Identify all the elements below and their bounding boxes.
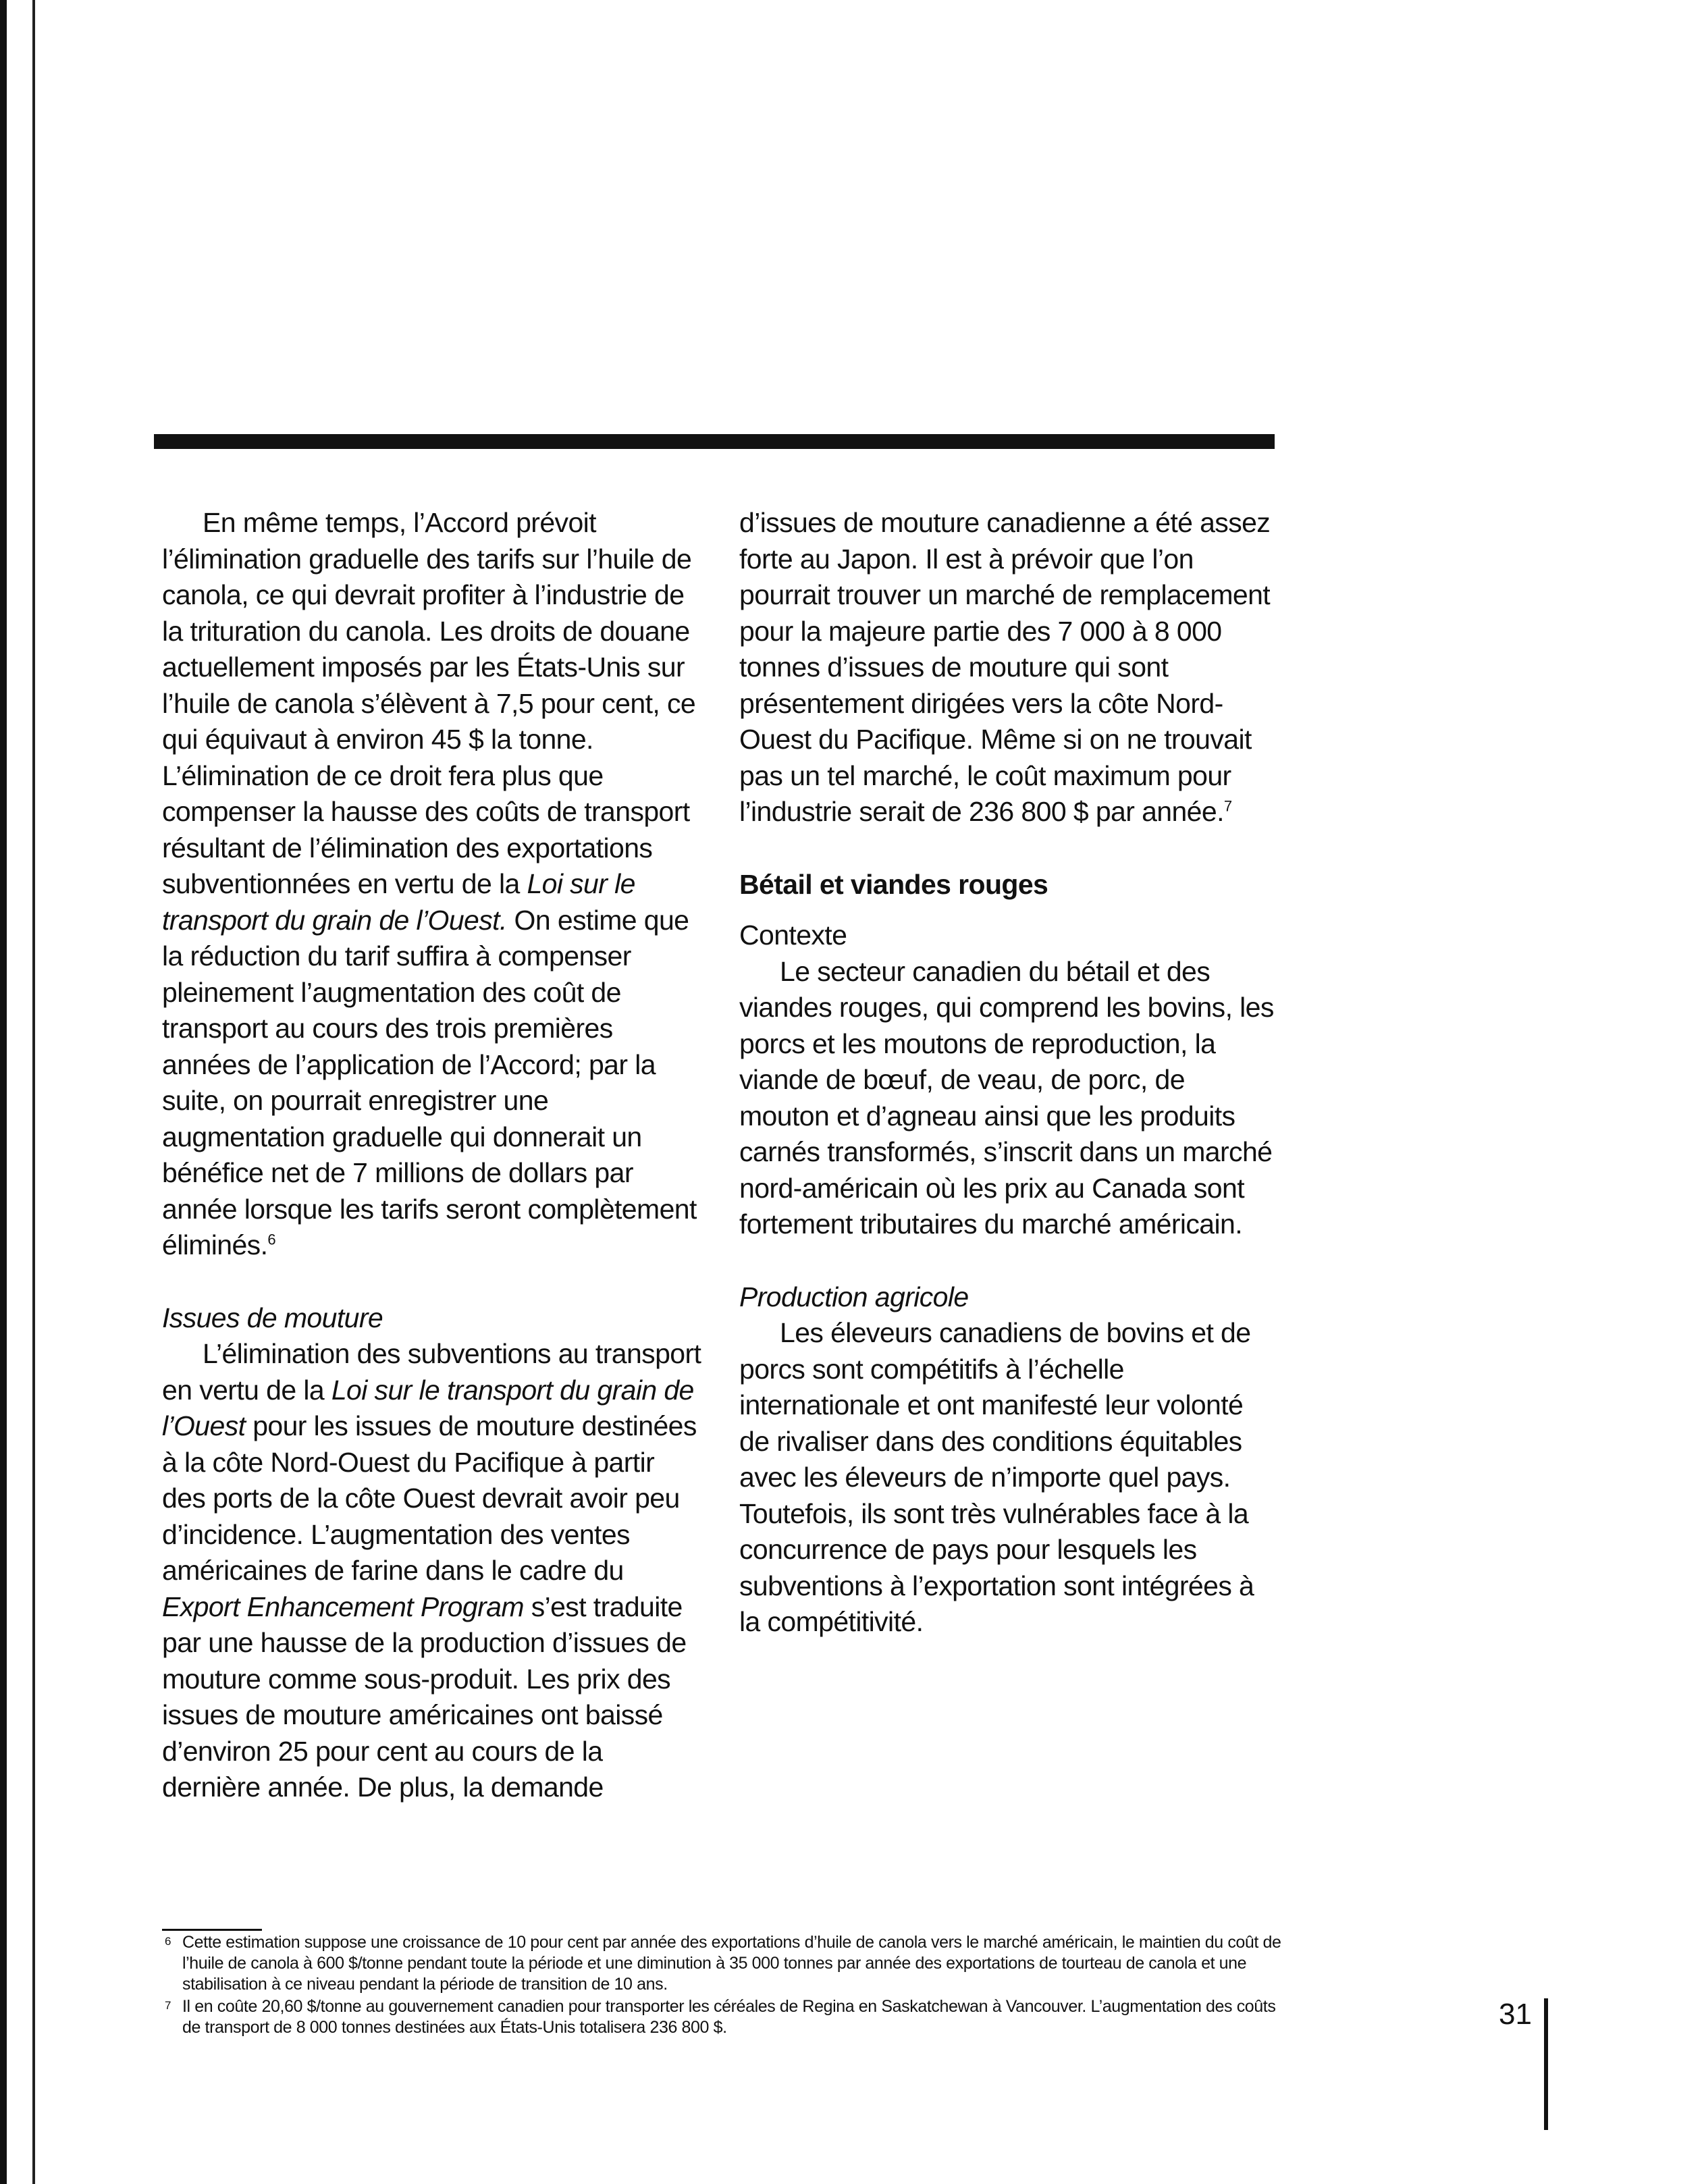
footnote-ref-6: 6 bbox=[267, 1231, 276, 1248]
scan-binding-edge bbox=[0, 0, 7, 2184]
footnote-mark: 7 bbox=[165, 1999, 171, 2012]
footnote-mark: 6 bbox=[165, 1935, 171, 1948]
scan-binding-line bbox=[32, 0, 35, 2184]
footnote-ref-7: 7 bbox=[1223, 797, 1232, 815]
paragraph-production-agricole: Les éleveurs canadiens de bovins et de porcs sont compétitifs à l’échelle internationale et ont manifesté leur volonté de rivaliser dans des conditions équitables avec les éleveurs de n’importe quel pays. Toutefois, ils sont très vulnérables face à la concurrence de pays pour lesquels les subventions à l’exportation sont intégrées à la compétitivité. bbox=[739, 1317, 1254, 1637]
page-number: 31 bbox=[1499, 1998, 1532, 2031]
law-title: Loi sur le transport du grain de l’Ouest. bbox=[162, 868, 635, 936]
page-edge-bar bbox=[1544, 1998, 1548, 2130]
program-title: Export Enhancement Program bbox=[162, 1591, 524, 1622]
footnote-7: 7 Il en coûte 20,60 $/tonne au gouvernement canadien pour transporter les céréales de Regina en Saskatchewan à Vancouver. L’augmentation des coûts de transport de 8 000 tonnes destinées aux États-Unis totalisera 236 800 $. bbox=[162, 1996, 1296, 2038]
subheading-issues-de-mouture: Issues de mouture bbox=[162, 1302, 383, 1333]
subheading-production-agricole: Production agricole bbox=[739, 1281, 969, 1312]
paragraph-issues-de-mouture: L’élimination des subventions au transport en vertu de la Loi sur le transport du grain de l’Ouest pour les issues de mouture destinées à la côte Nord-Ouest du Pacifique à partir des ports de la côte Ouest devrait avoir peu d’incidence. L’augmentation des ventes américaines de farine dans le cadre du Export Enhancement Program s’est traduite par une hausse de la production d’issues de mouture comme sous-produit. Les prix des issues de mouture américaines ont baissé d’environ 25 pour cent au cours de la dernière année. De plus, la demande bbox=[162, 1338, 701, 1803]
footnote-separator bbox=[162, 1929, 262, 1931]
paragraph-contexte: Le secteur canadien du bétail et des viandes rouges, qui comprend les bovins, les porcs et les moutons de reproduction, la viande de bœuf, de veau, de porc, de mouton et d’agneau ainsi que les produits carnés transformés, s’inscrit dans un marché nord-américain où les prix au Canada sont fortement tributaires du marché américain. bbox=[739, 955, 1274, 1240]
section-heading-betail: Bétail et viandes rouges bbox=[739, 868, 1048, 900]
subheading-contexte: Contexte bbox=[739, 920, 847, 951]
law-title: Loi sur le transport du grain de l’Ouest bbox=[162, 1374, 694, 1441]
paragraph-japan-demand: d’issues de mouture canadienne a été assez forte au Japon. Il est à prévoir que l’on pourrait trouver un marché de remplacement pour la majeure partie des 7 000 à 8 000 tonnes d’issues de mouture qui sont présentement dirigées vers la côte Nord-Ouest du Pacifique. Même si on ne trouvait pas un tel marché, le coût maximum pour l’industrie serait de 236 800 $ par année.$^7$ bbox=[739, 507, 1271, 827]
left-column bbox=[162, 505, 702, 1806]
footnote-6: 6 Cette estimation suppose une croissance de 10 pour cent par année des exportations d’huile de canola vers le marché américain, le maintien du coût de l’huile de canola à 600 $/tonne pendant toute la période et une diminution à 35 000 tonnes par année des exportations de tourteau de canola et une stabilisation à ce niveau pendant la période de transition de 10 ans. bbox=[162, 1932, 1296, 1995]
right-column bbox=[739, 505, 1279, 1641]
footnotes bbox=[162, 1932, 1296, 2040]
paragraph-canola-tariffs: En même temps, l’Accord prévoit l’élimination graduelle des tarifs sur l’huile de canola, ce qui devrait profiter à l’industrie de la trituration du canola. Les droits de douane actuellement imposés par les États-Unis sur l’huile de canola s’élèvent à 7,5 pour cent, ce qui équivaut à environ 45 $ la tonne. L’élimination de ce droit fera plus que compenser la hausse des coûts de transport résultant de l’élimination des exportations subventionnées en vertu de la Loi sur le transport du grain de l’Ouest. On estime que la réduction du tarif suffira à compenser pleinement l’augmentation des coût de transport au cours des trois premières années de l’application de l’Accord; par la suite, on pourrait enregistrer une augmentation graduelle qui donnerait un bénéfice net de 7 millions de dollars par année lorsque les tarifs seront complètement éliminés.$^6$ bbox=[162, 507, 697, 1260]
top-rule bbox=[154, 434, 1275, 449]
